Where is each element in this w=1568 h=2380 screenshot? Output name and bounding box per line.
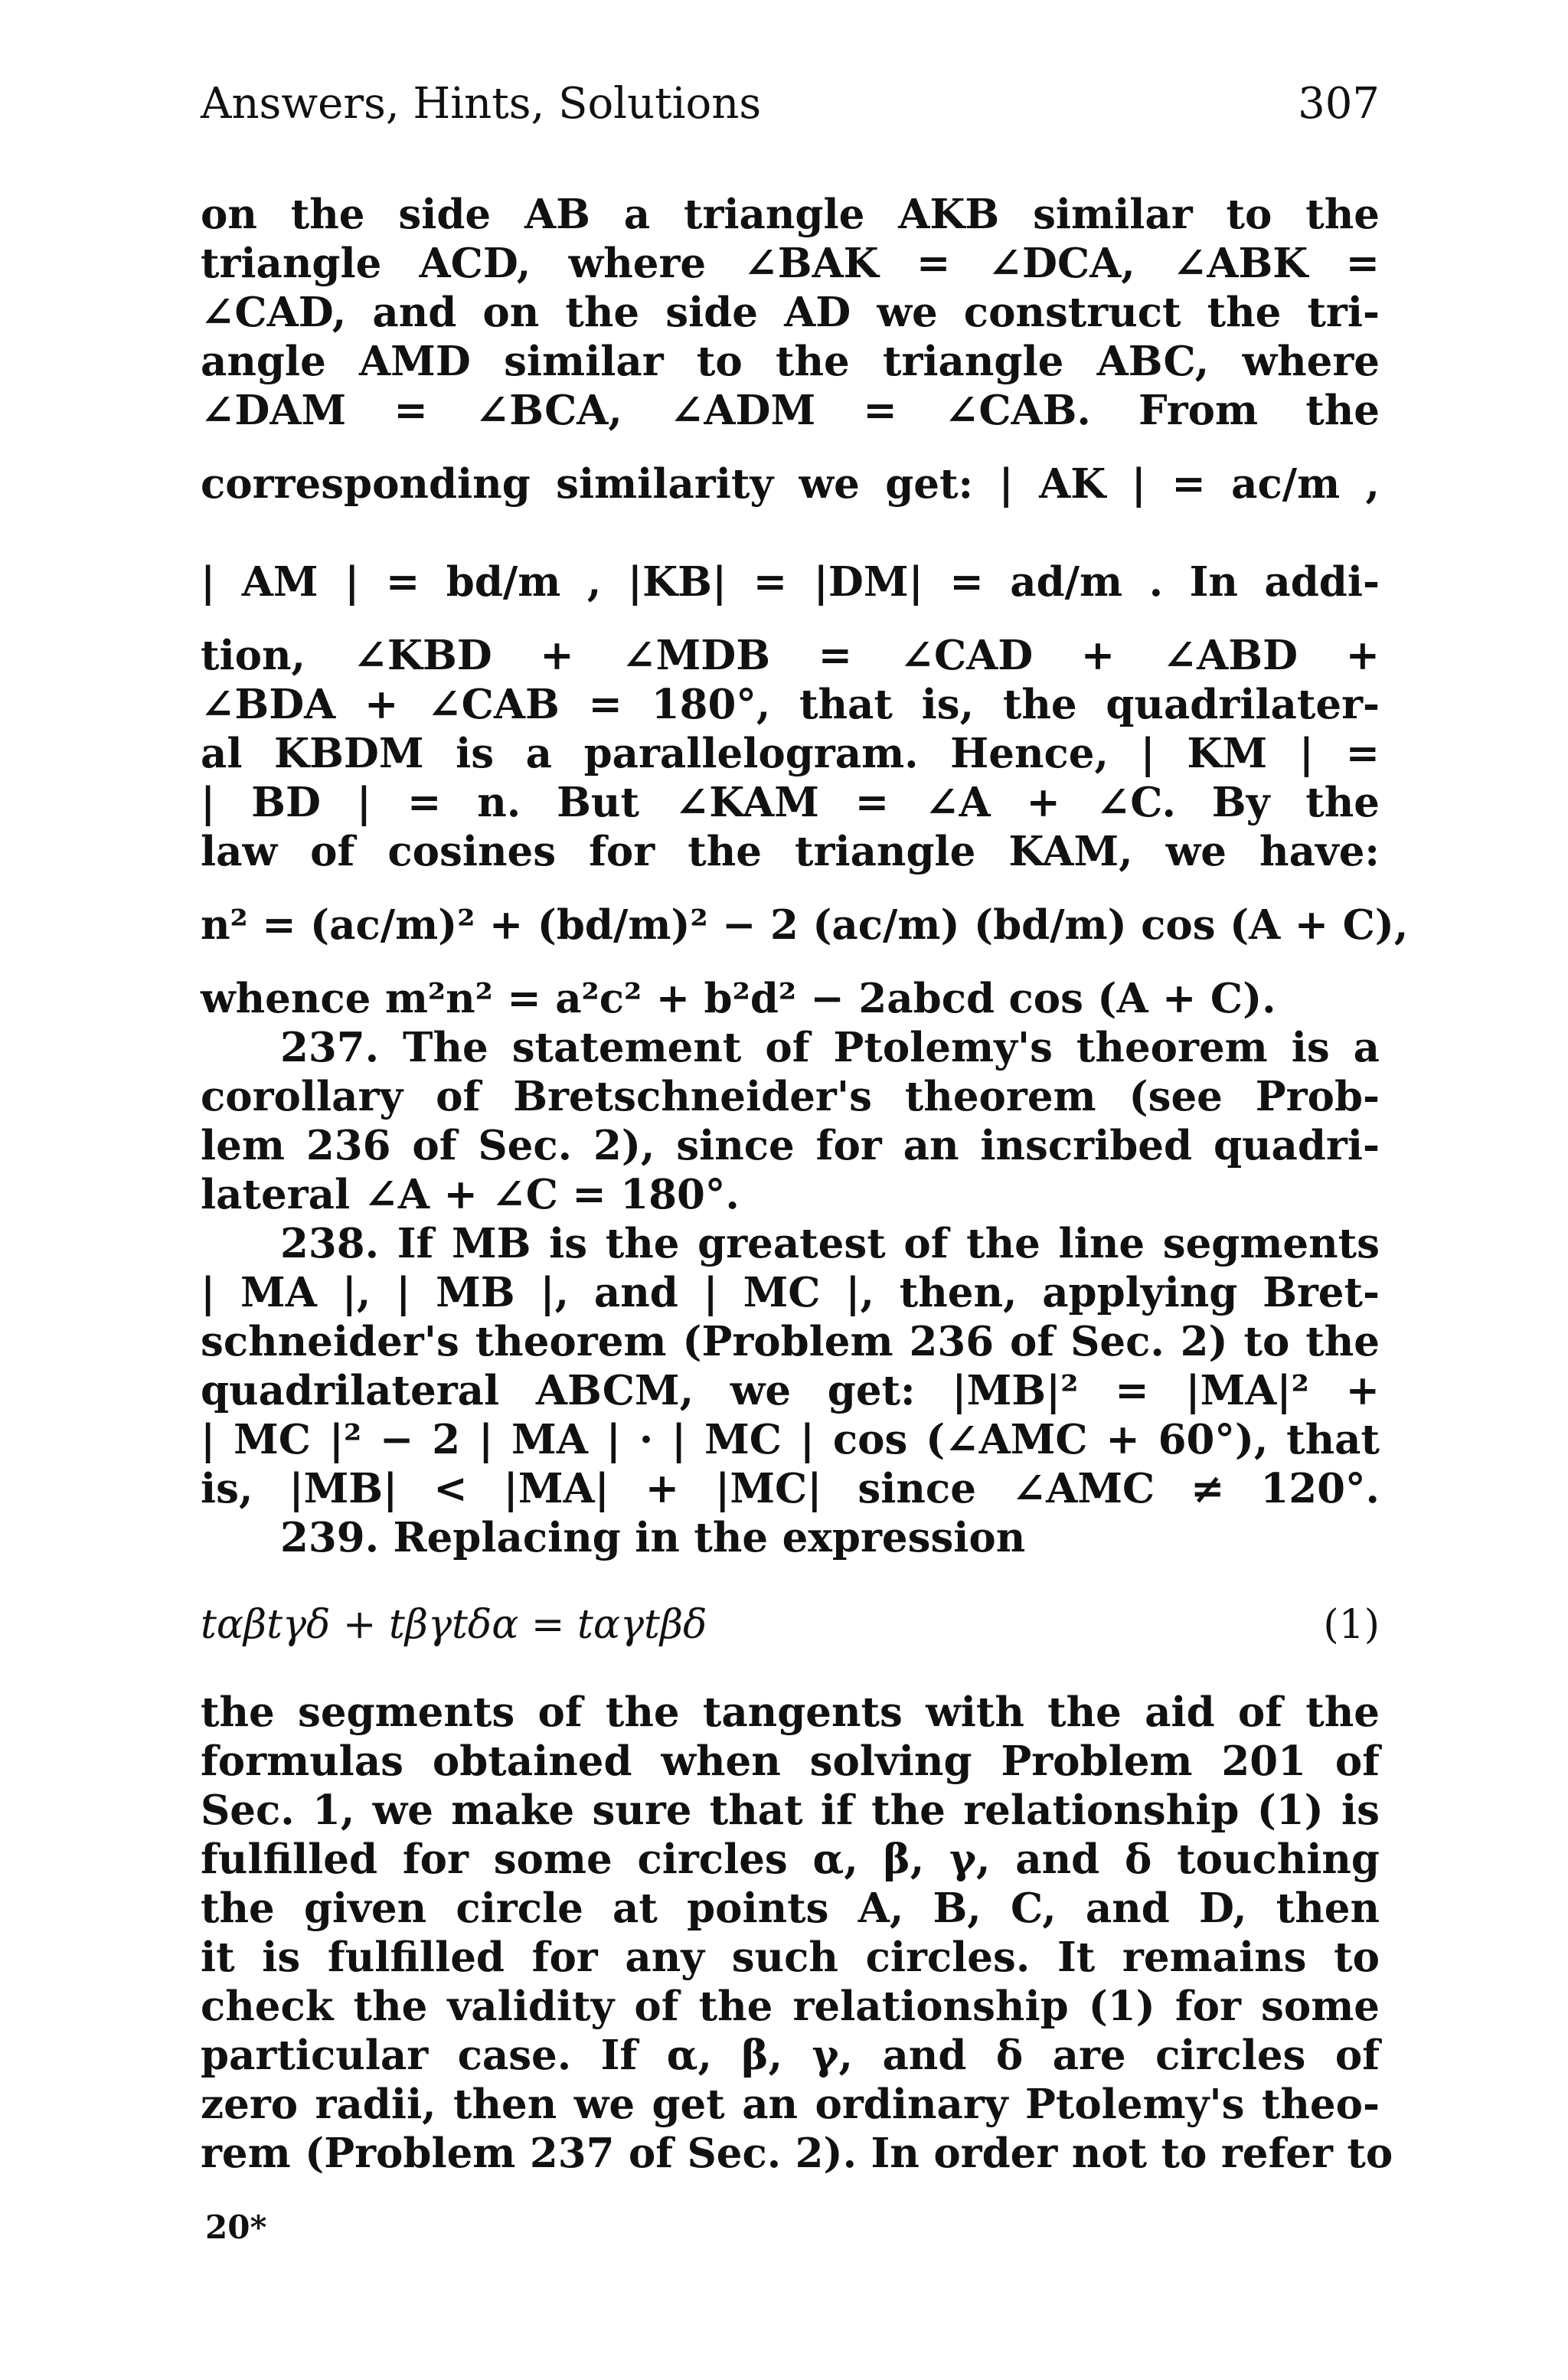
text-line: on the side AB a triangle AKB similar to the [201, 191, 1380, 238]
text-line: 238. If MB is the greatest of the line segments [280, 1220, 1380, 1267]
text-line: formulas obtained when solving Problem 201 of [201, 1738, 1380, 1785]
text-line: | MA |, | MB |, and | MC |, then, applying Bret- [201, 1269, 1380, 1316]
text-line: lem 236 of Sec. 2), since for an inscribed quadri- [201, 1122, 1380, 1169]
spacer [201, 1651, 1380, 1688]
text-line: lateral ∠A + ∠C = 180°. [201, 1171, 740, 1218]
text-line: | AM | = bd/m , |KB| = |DM| = ad/m . In addi- [201, 558, 1380, 606]
text-line: it is fulfilled for any such circles. It remains to [201, 1934, 1380, 1981]
text-line: ∠DAM = ∠BCA, ∠ADM = ∠CAB. From the [201, 387, 1380, 434]
text-line: 237. The statement of Ptolemy's theorem is a [280, 1024, 1380, 1071]
display-formula [201, 1599, 1380, 1651]
text-line: quadrilateral ABCM, we get: |MB|² = |MA|² + [201, 1367, 1380, 1414]
running-head: Answers, Hints, Solutions [201, 79, 762, 129]
text-line: | MC |² − 2 | MA | · | MC | cos (∠AMC + 60°), that [201, 1416, 1380, 1463]
text-line: is, |MB| < |MA| + |MC| since ∠AMC ≠ 120°. [201, 1465, 1380, 1512]
text-line: al KBDM is a parallelogram. Hence, | KM | = [201, 730, 1380, 777]
spacer [201, 1562, 1380, 1599]
body-text [201, 190, 1409, 2178]
text-line: corresponding similarity we get: | AK | = ac/m , [201, 460, 1380, 508]
text-line: particular case. If α, β, γ, and δ are circles of [201, 2032, 1380, 2079]
text-line: n² = (ac/m)² + (bd/m)² − 2 (ac/m) (bd/m) cos (A + C), [201, 901, 1409, 949]
text-line: ∠BDA + ∠CAB = 180°, that is, the quadrilater- [201, 681, 1380, 728]
text-line: triangle ACD, where ∠BAK = ∠DCA, ∠ABK = [201, 240, 1380, 287]
text-line: check the validity of the relationship (1) for some [201, 1983, 1380, 2030]
text-line: law of cosines for the triangle KAM, we have: [201, 828, 1380, 875]
page-header [201, 74, 1380, 135]
text-line: rem (Problem 237 of Sec. 2). In order not to refer to [201, 2130, 1393, 2177]
text-line: the given circle at points A, B, C, and D, then [201, 1885, 1380, 1932]
page-number: 307 [1298, 79, 1380, 129]
equation-number: (1) [1323, 1602, 1380, 1648]
text-line: 239. Replacing in the expression [280, 1514, 1026, 1561]
text-line: tion, ∠KBD + ∠MDB = ∠CAD + ∠ABD + [201, 632, 1380, 679]
text-line: Sec. 1, we make sure that if the relationship (1) is [201, 1787, 1380, 1834]
text-line: fulfilled for some circles α, β, γ, and δ touching [201, 1836, 1380, 1883]
text-line: ∠CAD, and on the side AD we construct the tri- [201, 289, 1380, 336]
text-line: angle AMD similar to the triangle ABC, where [201, 338, 1380, 385]
paragraph-block [201, 190, 1409, 1562]
text-line: zero radii, then we get an ordinary Ptolemy's theo- [201, 2081, 1380, 2128]
paragraph-block [201, 1688, 1393, 2178]
text-line: | BD | = n. But ∠KAM = ∠A + ∠C. By the [201, 779, 1380, 826]
text-line: the segments of the tangents with the aid of the [201, 1689, 1380, 1736]
text-line: corollary of Bretschneider's theorem (see Prob- [201, 1073, 1380, 1120]
text-line: whence m²n² = a²c² + b²d² − 2abcd cos (A + C). [201, 975, 1276, 1022]
formula-text: tαβtγδ + tβγtδα = tαγtβδ [201, 1602, 707, 1648]
text-line: schneider's theorem (Problem 236 of Sec. 2) to the [201, 1318, 1380, 1365]
signature-mark: 20* [205, 2208, 267, 2246]
